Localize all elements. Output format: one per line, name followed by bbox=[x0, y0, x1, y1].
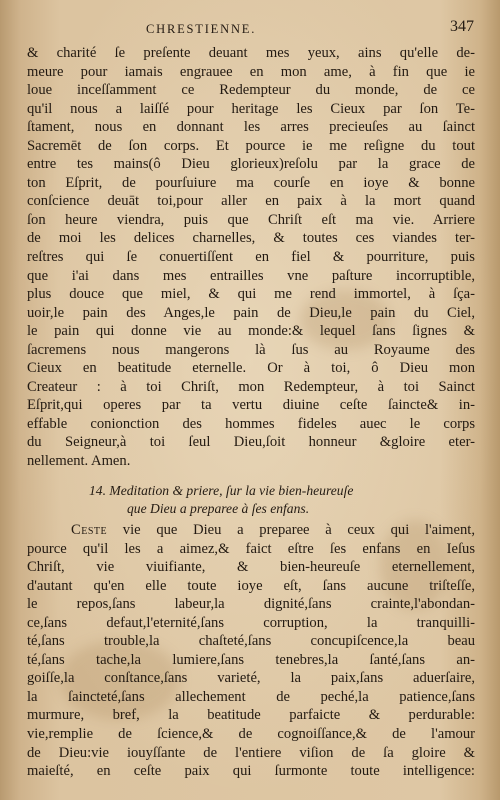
text-line-first bbox=[27, 521, 475, 540]
initial-word: Ceste bbox=[71, 522, 108, 538]
text-line: d'autant qu'en elle toute ioye eſt, ſans aucune triſteſſe, bbox=[27, 577, 475, 594]
text-line: ſtament, nous en donnant les arres precieuſes au ſainct bbox=[27, 119, 475, 136]
text-line: conſcience deuāt toi,pour aller en paix à la mort quand bbox=[27, 193, 475, 210]
text-line: de Dieu:vie iouyſſante de l'entiere viſion de ſa gloire & bbox=[27, 744, 475, 761]
text-line: meure pour iamais engrauee en mon ame, à fin que ie bbox=[27, 63, 475, 80]
text-line: & charité ſe preſente deuant mes yeux, ains qu'elle de- bbox=[27, 45, 475, 61]
text-line: nellement. Amen. bbox=[27, 453, 131, 470]
section-heading bbox=[27, 482, 475, 518]
text-line: Createur : à toi Chriſt, mon Redempteur, à toi Sainct bbox=[27, 378, 475, 395]
text-line: la ſaincteté,ſans allechement de peché,la patience,ſans bbox=[27, 688, 475, 705]
text-line: uoir,le pain des Anges,le pain de Dieu,le pain du Ciel, bbox=[27, 304, 475, 321]
text-line: le pain qui donne vie au monde:& lequel ſans ſignes & bbox=[27, 323, 475, 340]
text-line: ce,ſans defaut,l'eternité,ſans corruption, la tranquilli- bbox=[27, 614, 475, 631]
paragraph-continuation bbox=[27, 44, 475, 471]
text-line: maieſté, en ceſte paix qui ſurmonte toute intelligence: bbox=[27, 763, 475, 780]
page-header bbox=[28, 20, 474, 42]
text-line: pource qu'il les a aimez,& faict eſtre ſes enfans en Ieſus bbox=[27, 540, 475, 557]
text-line: entre tes mains(ô Dieu glorieux)reſolu par la grace de bbox=[27, 156, 475, 173]
page-number: 347 bbox=[450, 18, 474, 35]
text-line: Chriſt, vie viuifiante, & bien-heureuſe eternellement, bbox=[27, 559, 475, 576]
running-title: CHRESTIENNE. bbox=[146, 22, 257, 36]
text-line: le repos,ſans labeur,la dignité,ſans crainte,l'abondan- bbox=[27, 596, 475, 613]
text-line: que i'ai dans mes entrailles vne paſture incorruptible, bbox=[27, 267, 475, 284]
text-line: té,ſans tache,la lumiere,ſans tenebres,la ſanté,ſans an- bbox=[27, 651, 475, 668]
section-heading-line: que Dieu a preparee à ſes enfans. bbox=[127, 501, 310, 516]
text-line: goiſſe,la conſtance,ſans varieté, la paix,ſans aduerſaire, bbox=[27, 670, 475, 687]
text-line: té,ſans trouble,la chaſteté,ſans concupiſcence,la beau bbox=[27, 633, 475, 650]
paragraph-meditation bbox=[27, 521, 475, 781]
text-line: de moi les delices charnelles, & toutes ces viandes ter- bbox=[27, 230, 475, 247]
text-line: ſacremens nous mangerons là ſus au Royaume des bbox=[27, 341, 475, 358]
text-line: loue inceſſamment ce Redempteur du monde, de ce bbox=[27, 82, 475, 99]
text-line: ſon heure viendra, puis que Chriſt eſt ma vie. Arriere bbox=[27, 211, 475, 228]
text-line: plus douce que miel, & qui me rend immortel, à ſça- bbox=[27, 286, 475, 303]
text-line: Eſprit,qui operes par ta vertu diuine ceſte ſaincte& in- bbox=[27, 397, 475, 414]
text-line: du Seigneur,à toi ſeul Dieu,ſoit honneur &gloire eter- bbox=[27, 434, 475, 451]
text-line: Cieux en beatitude eternelle. Or à toi, ô Dieu mon bbox=[27, 360, 475, 377]
text-line: Sacremēt de ſon corps. Et pource ie me reſigne du tout bbox=[27, 137, 475, 154]
text-line: murmure, bref, la beatitude parfaicte & perdurable: bbox=[27, 707, 475, 724]
section-heading-line: 14. Meditation & priere, ſur la vie bien-heureuſe bbox=[89, 483, 354, 498]
text-line: effable conionction des hommes fideles auec le corps bbox=[27, 415, 475, 432]
text-line: qu'il nous a laiſſé pour heritage les Cieux par ſon Te- bbox=[27, 100, 475, 117]
text-line: ton Eſprit, de pourſuiure ma courſe en ioye & bonne bbox=[27, 174, 475, 191]
text-line: vie,remplie de ſcience,& de cognoiſſance,& de l'amour bbox=[27, 726, 475, 743]
text-line: reſtres qui ſe conuertiſſent en fiel & pourriture, puis bbox=[27, 249, 475, 266]
text-fragment: vie que Dieu a preparee à ceux qui l'aiment, bbox=[107, 522, 475, 538]
